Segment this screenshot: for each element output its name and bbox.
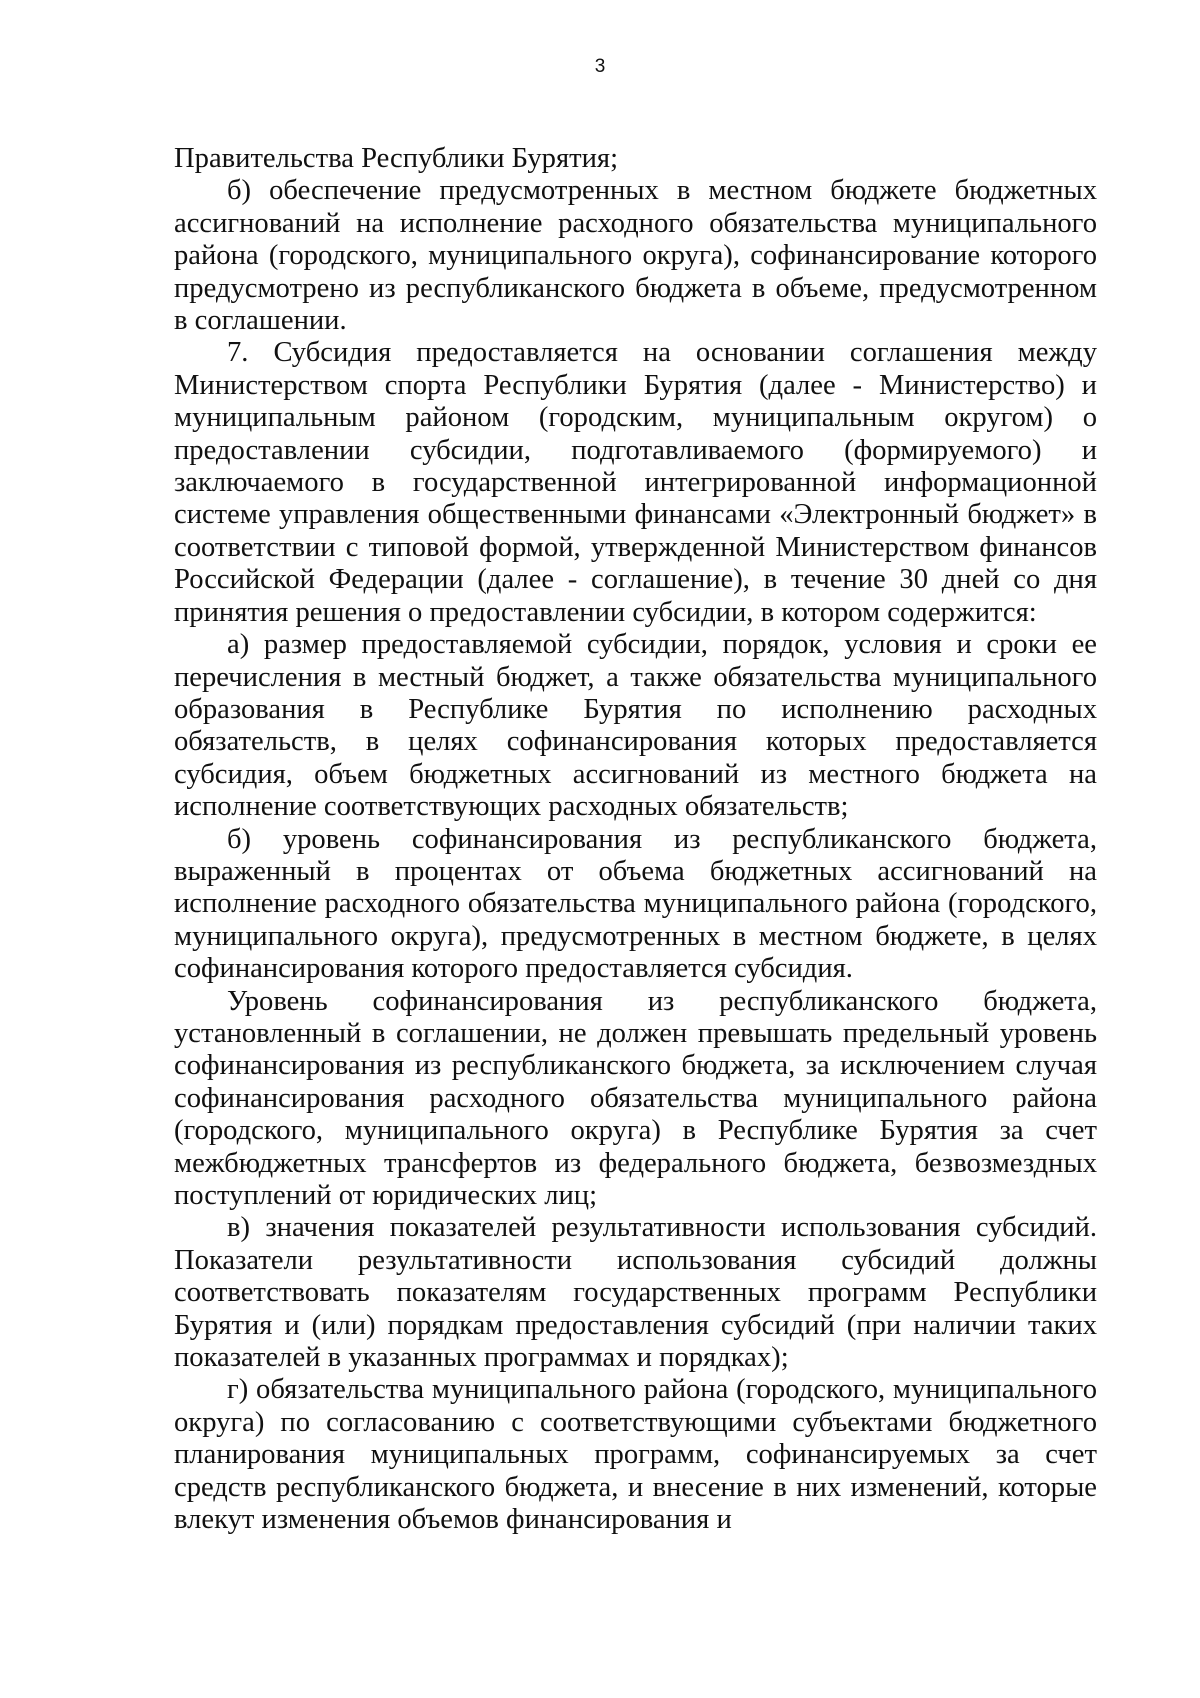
paragraph-item-v: в) значения показателей результативности использования субсидий. Показатели результативности использования субсидий должны соответствовать показателям государственных программ Республики Бурятия и (или) порядкам предоставления субсидий (при наличии таких показателей в указанных программах и порядках); (174, 1212, 1097, 1374)
paragraph-continuation: Правительства Республики Бурятия; (174, 143, 619, 174)
page-number: 3 (594, 56, 606, 77)
document-body (174, 143, 1097, 1536)
paragraph-item-g: г) обязательства муниципального района (городского, муниципального округа) по согласованию с соответствующими субъектами бюджетного планирования муниципальных программ, софинансируемых за счет средств республиканского бюджета, и внесение в них изменений, которые влекут изменения объемов финансирования и (174, 1374, 1097, 1536)
paragraph-item-a: а) размер предоставляемой субсидии, порядок, условия и сроки ее перечисления в местный бюджет, а также обязательства муниципального образования в Республике Бурятия по исполнению расходных обязательств, в целях софинансирования которых предоставляется субсидия, объем бюджетных ассигнований из местного бюджета на исполнение соответствующих расходных обязательств; (174, 629, 1097, 823)
paragraph-item-b-1: б) обеспечение предусмотренных в местном бюджете бюджетных ассигнований на исполнение расходного обязательства муниципального района (городского, муниципального округа), софинансирование которого предусмотрено из республиканского бюджета в объеме, предусмотренном в соглашении. (174, 175, 1097, 337)
paragraph-cofinancing-level: Уровень софинансирования из республиканского бюджета, установленный в соглашении, не должен превышать предельный уровень софинансирования из республиканского бюджета, за исключением случая софинансирования расходного обязательства муниципального района (городского, муниципального округа) в Республике Бурятия за счет межбюджетных трансфертов из федерального бюджета, безвозмездных поступлений от юридических лиц; (174, 985, 1097, 1211)
paragraph-item-b-2: б) уровень софинансирования из республиканского бюджета, выраженный в процентах от объема бюджетных ассигнований на исполнение расходного обязательства муниципального района (городского, муниципального округа), предусмотренных в местном бюджете, в целях софинансирования которого предоставляется субсидия. (174, 823, 1097, 985)
paragraph-clause-7: 7. Субсидия предоставляется на основании соглашения между Министерством спорта Республики Бурятия (далее - Министерство) и муниципальным районом (городским, муниципальным округом) о предоставлении субсидии, подготавливаемого (формируемого) и заключаемого в государственной интегрированной информационной системе управления общественными финансами «Электронный бюджет» в соответствии с типовой формой, утвержденной Министерством финансов Российской Федерации (далее - соглашение), в течение 30 дней со дня принятия решения о предоставлении субсидии, в котором содержится: (174, 337, 1097, 628)
